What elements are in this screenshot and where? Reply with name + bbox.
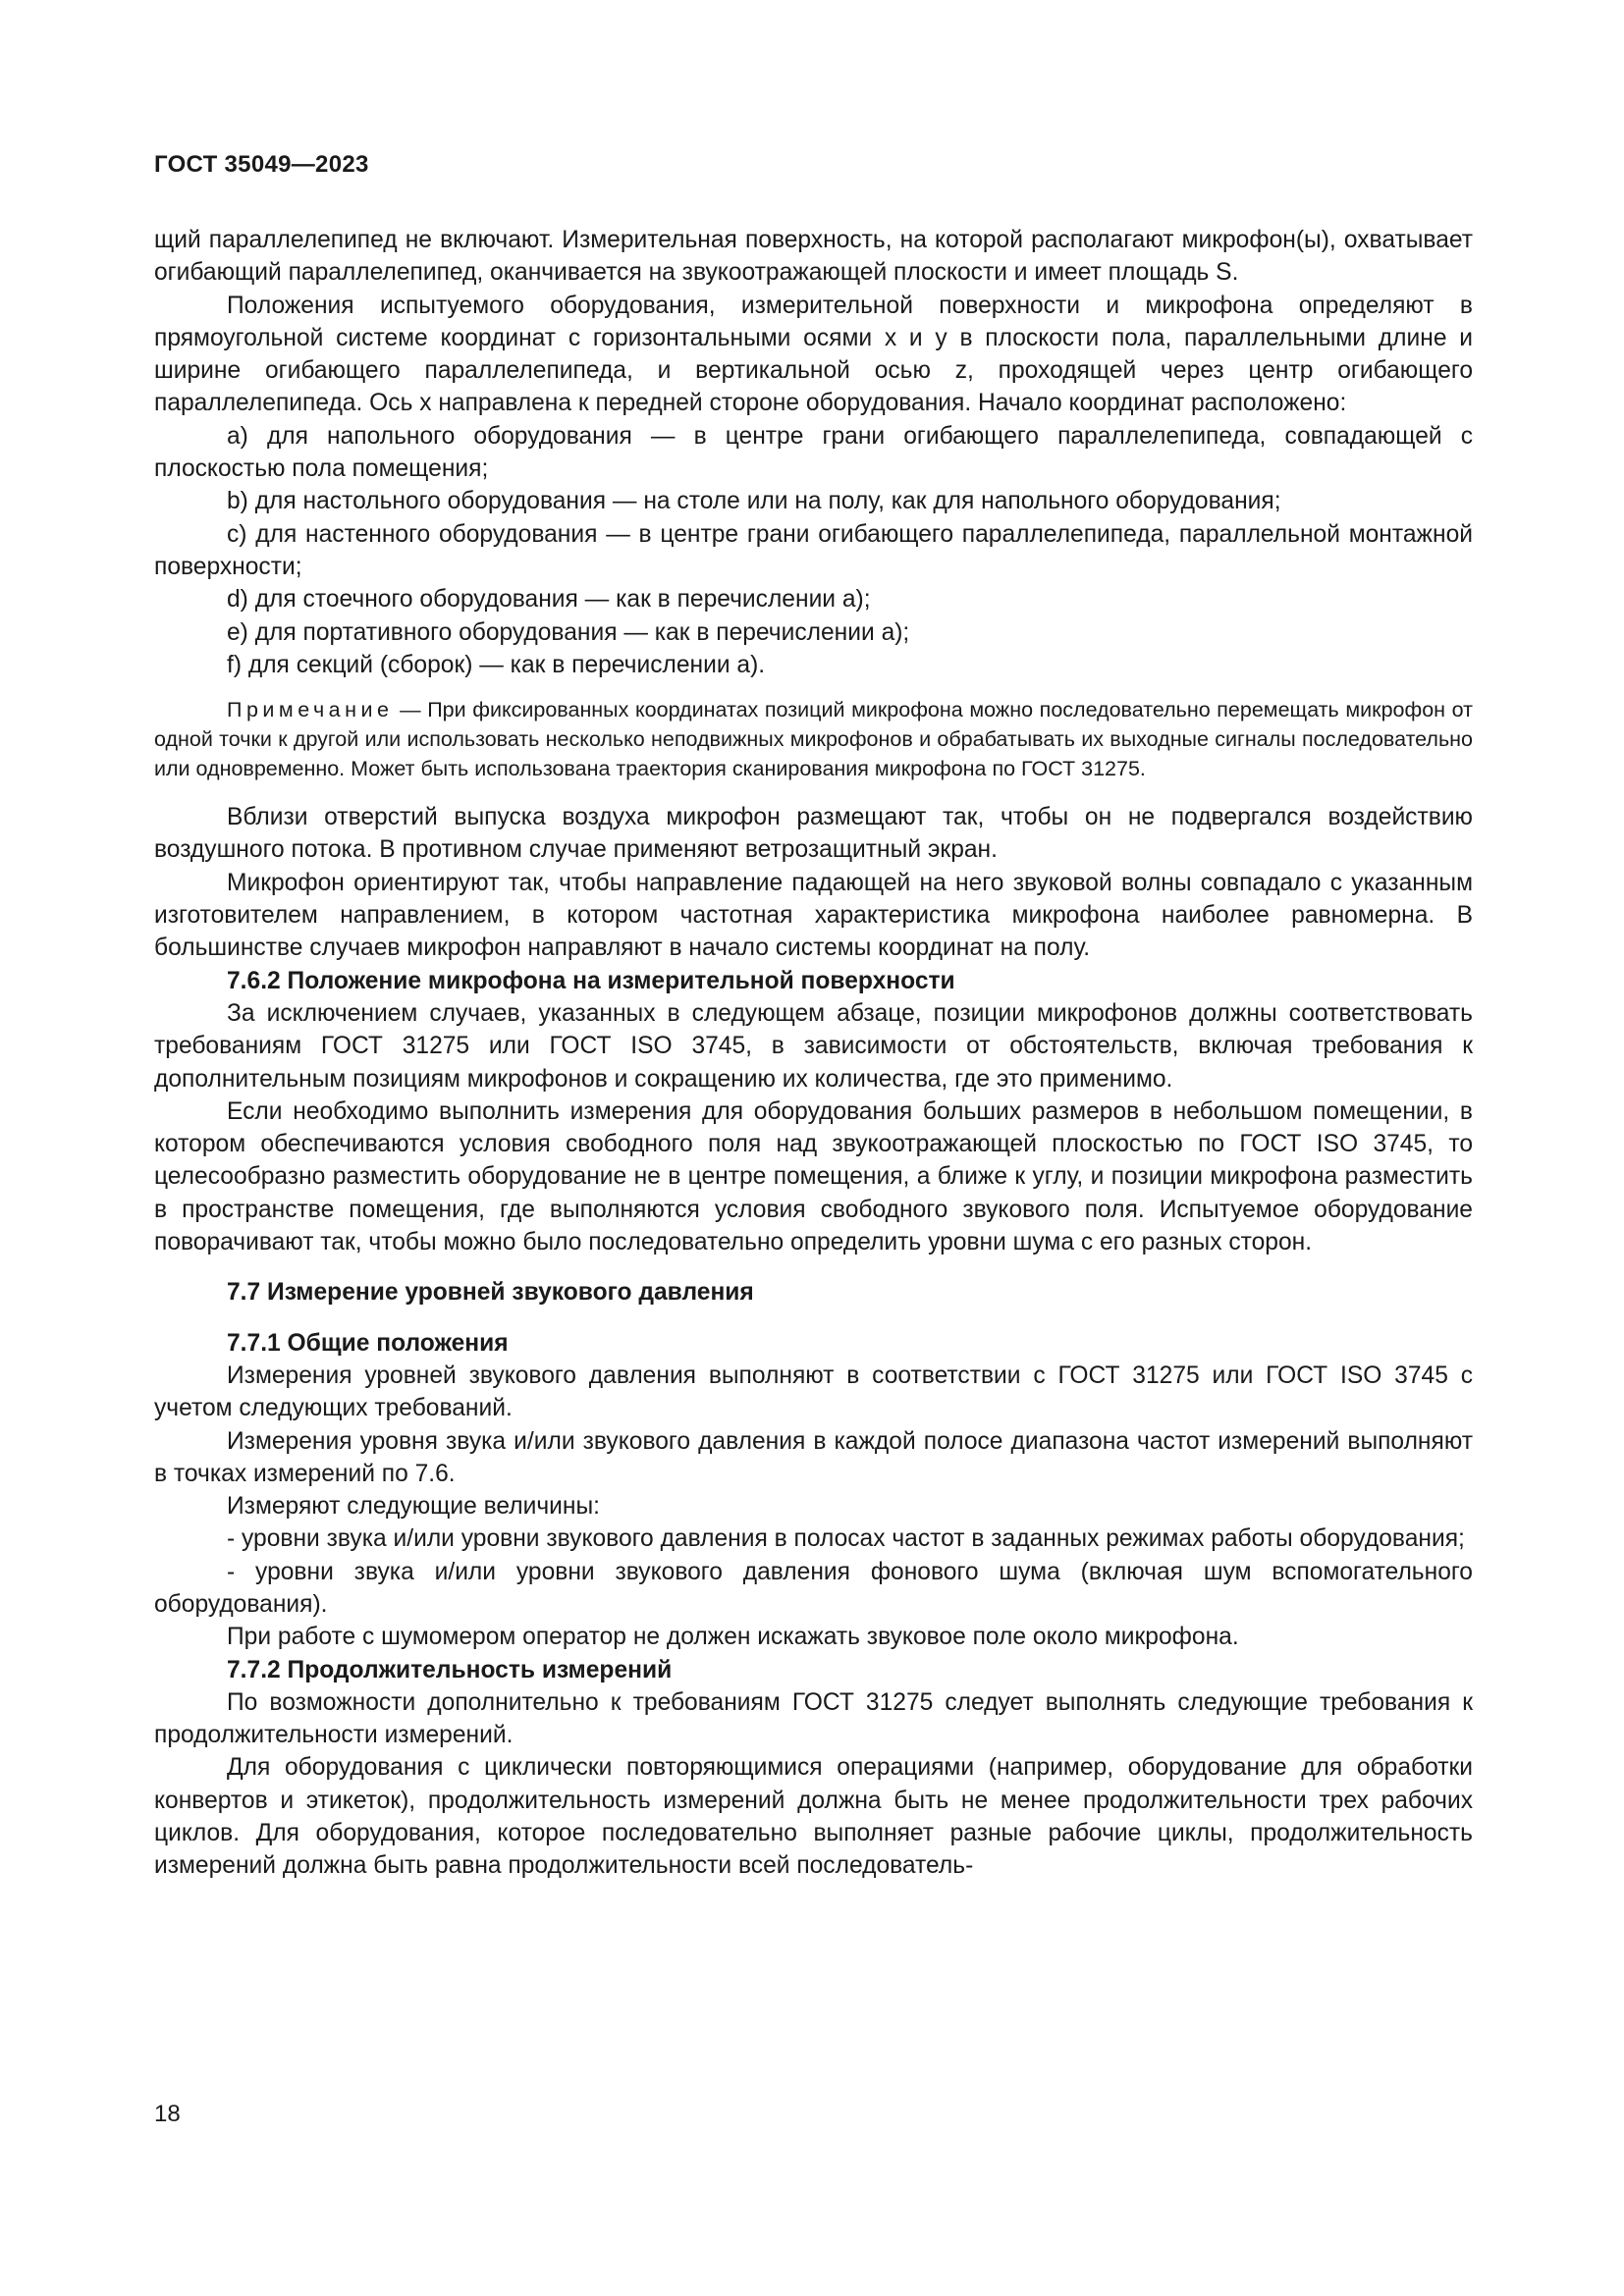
list-item: b) для настольного оборудования — на столе или на полу, как для напольного оборудования; [227, 488, 1281, 515]
section-heading: 7.7.2 Продолжительность измерений [227, 1656, 673, 1683]
list-item: d) для стоечного оборудования — как в перечислении a); [227, 586, 871, 614]
paragraph: За исключением случаев, указанных в следующем абзаце, позиции микрофонов должны соответствовать требованиям ГОСТ 31275 или ГОСТ ISO 3745, в зависимости от обстоятельств, включая требования к дополнительным позициям микрофонов и сокращению их количества, где это применимо. [154, 999, 1473, 1093]
note-text: — При фиксированных координатах позиций микрофона можно последовательно перемещать микрофон от одной точки к другой или использовать несколько неподвижных микрофонов и обрабатывать их выходные сигналы последовательно или одновременно. Может быть использована траектория сканирования микрофона по ГОСТ 31275. [154, 698, 1473, 781]
paragraph: Измеряют следующие величины: [227, 1493, 601, 1521]
section-heading: 7.7 Измерение уровней звукового давления [227, 1279, 754, 1307]
page-number: 18 [154, 2101, 181, 2127]
paragraph: При работе с шумомером оператор не должен искажать звуковое поле около микрофона. [227, 1624, 1239, 1651]
paragraph: Если необходимо выполнить измерения для оборудования больших размеров в небольшом помещении, в котором обеспечиваются условия свободного поля над звукоотражающей плоскостью по ГОСТ ISO 3745, то целесообразно разместить оборудование не в центре помещения, а ближе к углу, и позиции микрофона разместить в пространстве помещения, где выполняются условия свободного звукового поля. Испытуемое оборудование поворачивают так, чтобы можно было последовательно определить уровни шума с его разных сторон. [154, 1097, 1473, 1256]
list-item: f) для секций (сборок) — как в перечислении a). [227, 651, 766, 678]
paragraph: Положения испытуемого оборудования, измерительной поверхности и микрофона определяют в прямоугольной системе координат с горизонтальными осями x и y в плоскости пола, параллельными длине и ширине огибающего параллелепипеда, и вертикальной осью z, проходящей через центр огибающего параллелепипеда. Ось x направлена к передней стороне оборудования. Начало координат расположено: [154, 292, 1473, 417]
paragraph: По возможности дополнительно к требованиям ГОСТ 31275 следует выполнять следующие требования к продолжительности измерений. [154, 1688, 1473, 1749]
document-header: ГОСТ 35049—2023 [154, 151, 369, 178]
list-item: c) для настенного оборудования — в центре грани огибающего параллелепипеда, параллельной монтажной поверхности; [154, 520, 1473, 580]
paragraph: Измерения уровня звука и/или звукового давления в каждой полосе диапазона частот измерений выполняют в точках измерений по 7.6. [154, 1427, 1473, 1487]
section-heading: 7.7.1 Общие положения [227, 1329, 509, 1357]
list-item: a) для напольного оборудования — в центре грани огибающего параллелепипеда, совпадающей с плоскостью пола помещения; [154, 422, 1473, 483]
paragraph: Измерения уровней звукового давления выполняют в соответствии с ГОСТ 31275 или ГОСТ ISO 3745 с учетом следующих требований. [154, 1362, 1473, 1422]
document-body [154, 224, 1473, 1883]
paragraph: Вблизи отверстий выпуска воздуха микрофон размещают так, чтобы он не подвергался воздействию воздушного потока. В противном случае применяют ветрозащитный экран. [154, 804, 1473, 864]
paragraph: Для оборудования с циклически повторяющимися операциями (например, оборудование для обработки конвертов и этикеток), продолжительность измерений должна быть не менее продолжительности трех рабочих циклов. Для оборудования, которое последовательно выполняет разные рабочие циклы, продолжительность измерений должна быть равна продолжительности всей последователь- [154, 1754, 1473, 1880]
list-item: e) для портативного оборудования — как в перечислении a); [227, 618, 910, 646]
note [154, 695, 1473, 783]
paragraph: щий параллелепипед не включают. Измерительная поверхность, на которой располагают микрофон(ы), охватывает огибающий параллелепипед, оканчивается на звукоотражающей плоскости и имеет площадь S. [154, 227, 1473, 287]
list-item: - уровни звука и/или уровни звукового давления фонового шума (включая шум вспомогательного оборудования). [154, 1558, 1473, 1618]
section-heading: 7.6.2 Положение микрофона на измерительной поверхности [227, 967, 955, 994]
note-label: Примечание [227, 698, 394, 722]
list-item: - уровни звука и/или уровни звукового давления в полосах частот в заданных режимах работы оборудования; [227, 1525, 1465, 1553]
paragraph: Микрофон ориентируют так, чтобы направление падающей на него звуковой волны совпадало с указанным изготовителем направлением, в котором частотная характеристика микрофона наиболее равномерна. В большинстве случаев микрофон направляют в начало системы координат на полу. [154, 869, 1473, 962]
